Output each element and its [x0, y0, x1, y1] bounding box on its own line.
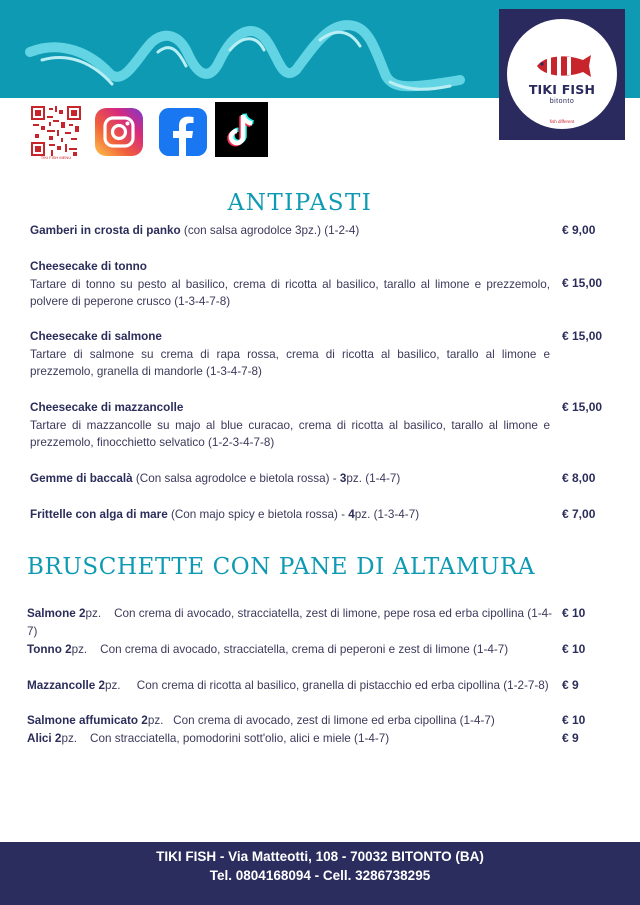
item-detail: (Con salsa agrodolce e bietola rossa) -	[132, 472, 340, 485]
menu-item	[30, 399, 550, 452]
facebook-icon[interactable]	[159, 108, 207, 156]
menu-item	[30, 328, 550, 381]
item-description: Con stracciatella, pomodorini sott'olio, alici e miele (1-4-7)	[90, 732, 390, 745]
menu-item	[27, 677, 552, 695]
item-name: Gemme di baccalà	[30, 472, 133, 485]
item-name: Cheesecake di salmone	[30, 330, 162, 343]
item-description: Con crema di avocado, stracciatella, crema di peperoni e zest di limone (1-4-7)	[100, 643, 509, 656]
logo-name: TIKI FISH	[528, 82, 596, 97]
item-price: € 9	[562, 731, 579, 745]
item-unit: pz.	[71, 643, 88, 656]
item-unit: pz.	[104, 679, 121, 692]
antipasti-title: ANTIPASTI	[227, 190, 373, 216]
item-price: € 10	[562, 713, 586, 727]
item-detail: (Con majo spicy e bietola rossa) -	[167, 508, 349, 521]
item-description: Tartare di tonno su pesto al basilico, crema di ricotta al basilico, tarallo al limone e prezzemolo, polvere di peperone crusco (1-3-4-7-8)	[30, 277, 550, 309]
item-price: € 7,00	[562, 507, 596, 521]
item-quantity: 3	[339, 472, 347, 485]
item-price: € 9	[562, 678, 579, 692]
menu-item	[27, 605, 552, 641]
instagram-icon[interactable]	[95, 108, 143, 156]
item-price: € 10	[562, 606, 586, 620]
logo-city: bitonto	[549, 98, 575, 105]
footer-contact	[0, 842, 640, 905]
item-price: € 9,00	[562, 223, 596, 237]
item-description: Con crema di avocado, stracciatella, zest di limone, pepe rosa ed erba cipollina (1-4-7)	[27, 607, 552, 638]
menu-item	[27, 730, 552, 748]
menu-item	[30, 222, 550, 240]
item-price: € 15,00	[562, 329, 603, 343]
bruschette-title: BRUSCHETTE CON PANE DI ALTAMURA	[27, 554, 536, 580]
item-unit: pz. (1-3-4-7)	[354, 508, 420, 521]
menu-item	[27, 712, 552, 730]
qr-caption: TIKI FISH MENU	[40, 155, 72, 160]
item-description: Tartare di mazzancolle su majo al blue curacao, crema di ricotta al basilico, tarallo al limone e prezzemolo, finocchietto selvatico (1-2-3-4-7-8)	[30, 418, 550, 450]
item-name: Tonno 2	[27, 643, 72, 656]
item-price: € 10	[562, 642, 586, 656]
tiki-fish-logo	[499, 9, 625, 140]
item-price: € 15,00	[562, 276, 603, 290]
item-name: Cheesecake di mazzancolle	[30, 401, 184, 414]
item-unit: pz.	[85, 607, 102, 620]
item-description: Tartare di salmone su crema di rapa rossa, crema di ricotta al basilico, tarallo al limone e prezzemolo, granella di mandorle (1-3-4-7-8)	[30, 347, 550, 379]
menu-item	[30, 258, 550, 311]
item-unit: pz.	[147, 714, 164, 727]
item-price: € 15,00	[562, 400, 603, 414]
logo-badge	[507, 19, 617, 129]
item-name: Mazzancolle 2	[27, 679, 105, 692]
item-name: Alici 2	[27, 732, 62, 745]
item-description: Con crema di ricotta al basilico, granella di pistacchio ed erba cipollina (1-2-7-8)	[136, 679, 549, 692]
footer-phone: Tel. 0804168094 - Cell. 3286738295	[209, 868, 431, 883]
item-unit: pz. (1-4-7)	[346, 472, 401, 485]
menu-item	[30, 470, 550, 488]
item-price: € 8,00	[562, 471, 596, 485]
wave-decoration	[20, 12, 470, 98]
item-description: Con crema di avocado, zest di limone ed erba cipollina (1-4-7)	[173, 714, 495, 727]
item-name: Salmone affumicato 2	[27, 714, 148, 727]
logo-tagline: fish different	[549, 119, 575, 124]
qr-code[interactable]	[31, 106, 81, 156]
item-name: Cheesecake di tonno	[30, 260, 147, 273]
menu-item	[27, 641, 552, 659]
footer-address: TIKI FISH - Via Matteotti, 108 - 70032 BITONTO (BA)	[156, 849, 484, 864]
item-name: Salmone 2	[27, 607, 86, 620]
item-unit: pz.	[61, 732, 78, 745]
item-quantity: 4	[348, 508, 355, 521]
item-name: Gamberi in crosta di panko	[30, 224, 181, 237]
tiktok-icon[interactable]	[215, 102, 268, 157]
item-name: Frittelle con alga di mare	[30, 508, 168, 521]
item-detail: (con salsa agrodolce 3pz.) (1-2-4)	[180, 224, 360, 237]
fish-icon	[533, 52, 595, 80]
menu-item	[30, 506, 550, 524]
